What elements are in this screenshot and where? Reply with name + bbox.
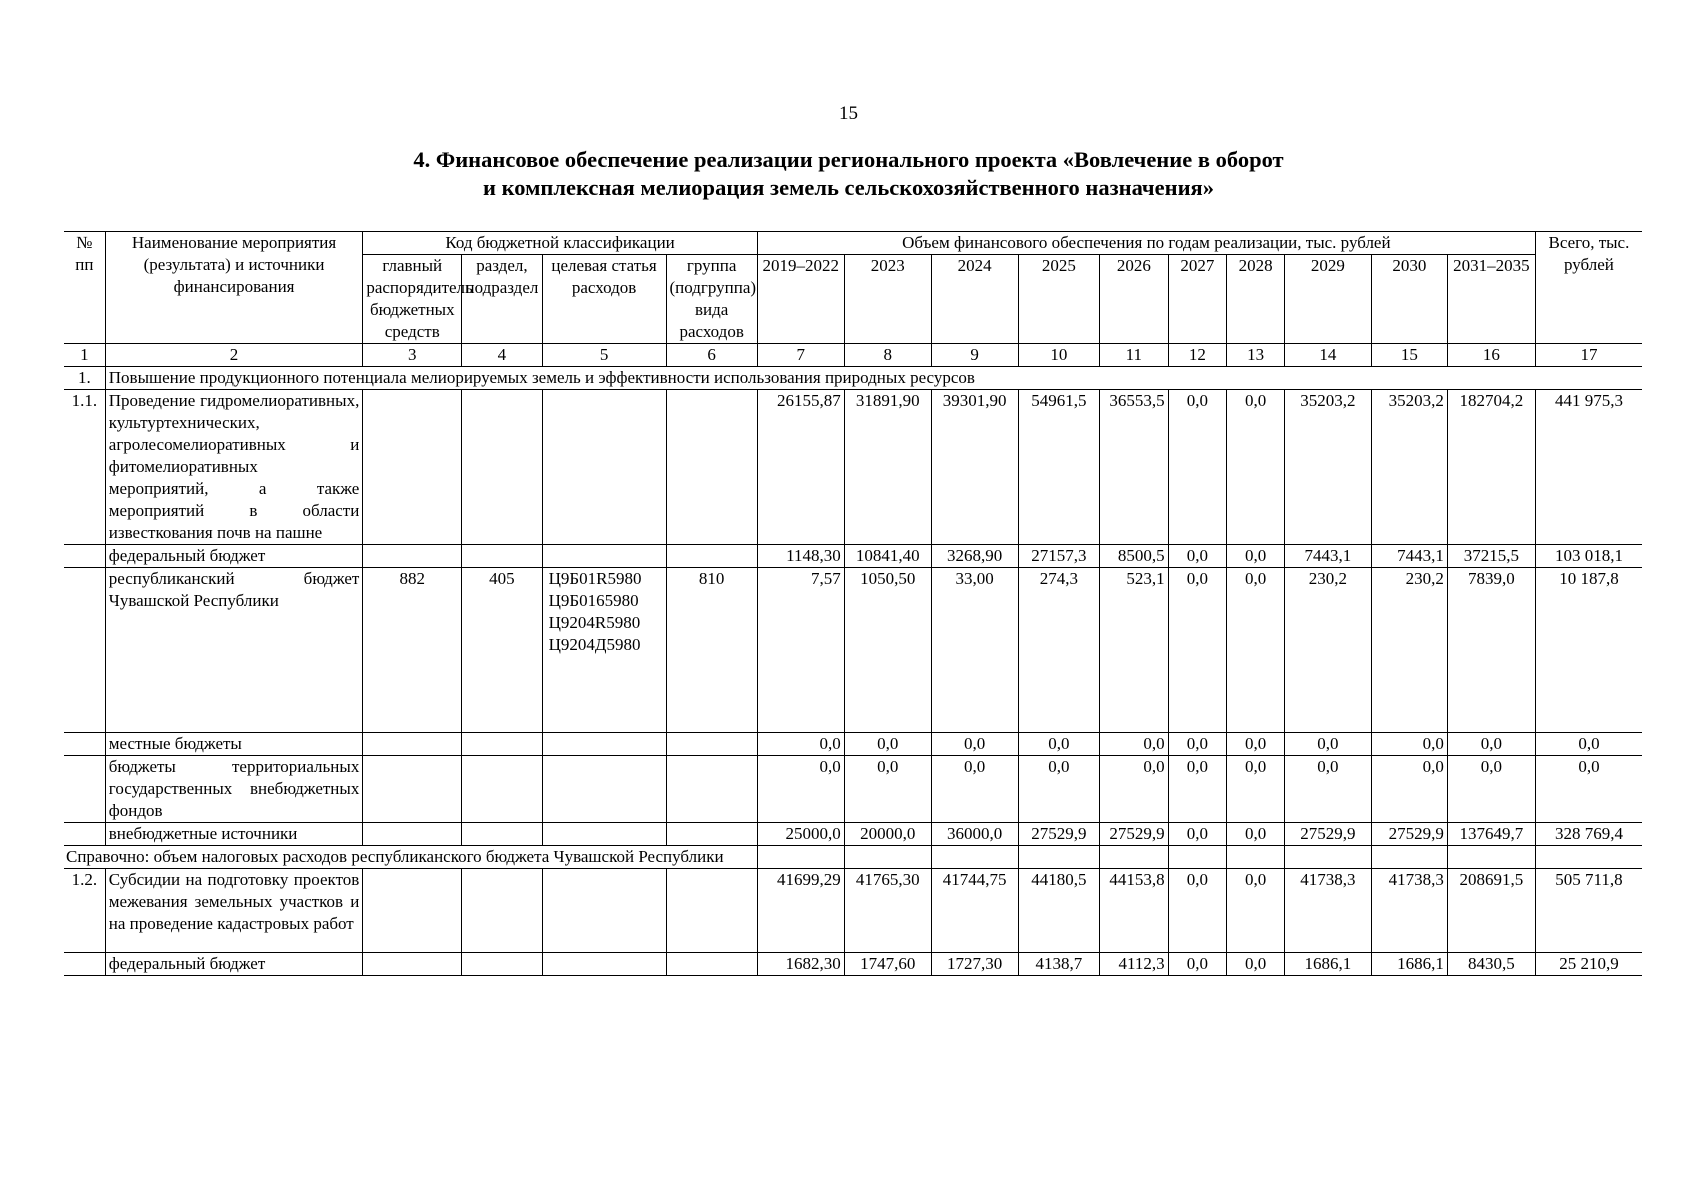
empty-cell	[1284, 846, 1371, 869]
row-number: 1.1.	[64, 390, 105, 545]
header-year: 2029	[1284, 255, 1371, 344]
value-cell: 0,0	[1168, 823, 1227, 846]
column-number: 7	[757, 344, 844, 367]
value-cell: 1682,30	[757, 953, 844, 976]
value-cell: 44180,5	[1018, 869, 1100, 953]
value-cell: 0,0	[1227, 545, 1285, 568]
empty-code-cell	[462, 953, 542, 976]
header-volume: Объем финансового обеспечения по годам реализации, тыс. рублей	[757, 232, 1535, 255]
column-numbers-row	[64, 344, 1642, 367]
value-cell: 35203,2	[1371, 390, 1447, 545]
value-cell: 3268,90	[931, 545, 1018, 568]
measure-1-2-rows	[64, 869, 1642, 976]
value-cell: 0,0	[1168, 568, 1227, 733]
value-cell: 441 975,3	[1535, 390, 1642, 545]
value-cell: 20000,0	[844, 823, 931, 846]
column-number: 2	[105, 344, 363, 367]
value-cell: 10 187,8	[1535, 568, 1642, 733]
value-cell: 41738,3	[1371, 869, 1447, 953]
group-code	[666, 390, 757, 545]
row-number	[64, 545, 105, 568]
column-number: 5	[542, 344, 666, 367]
value-cell: 4138,7	[1018, 953, 1100, 976]
header-year: 2031–2035	[1447, 255, 1535, 344]
table-row	[64, 545, 1642, 568]
value-cell: 1148,30	[757, 545, 844, 568]
value-cell: 505 711,8	[1535, 869, 1642, 953]
empty-cell	[1535, 846, 1642, 869]
column-number: 6	[666, 344, 757, 367]
column-number: 1	[64, 344, 105, 367]
reference-text: Справочно: объем налоговых расходов республиканского бюджета Чувашской Республики	[64, 846, 757, 869]
row-number	[64, 756, 105, 823]
value-cell: 328 769,4	[1535, 823, 1642, 846]
section-title: Повышение продукционного потенциала мелиорируемых земель и эффективности использования природных ресурсов	[105, 367, 1642, 390]
table-row	[64, 390, 1642, 545]
value-cell: 0,0	[1168, 390, 1227, 545]
value-cell: 27529,9	[1100, 823, 1168, 846]
table-row	[64, 953, 1642, 976]
column-number: 13	[1227, 344, 1285, 367]
header-year: 2030	[1371, 255, 1447, 344]
empty-cell	[1168, 846, 1227, 869]
value-cell: 54961,5	[1018, 390, 1100, 545]
value-cell: 0,0	[1227, 953, 1285, 976]
section-code	[462, 390, 542, 545]
value-cell: 0,0	[1371, 733, 1447, 756]
empty-code-cell	[462, 869, 542, 953]
value-cell: 0,0	[1227, 756, 1285, 823]
title-line-1: 4. Финансовое обеспечение реализации регионального проекта «Вовлечение в оборот	[413, 147, 1284, 172]
empty-cell	[844, 846, 931, 869]
empty-cell	[931, 846, 1018, 869]
empty-code-cell	[666, 869, 757, 953]
target-item-code	[542, 756, 666, 823]
header-year: 2026	[1100, 255, 1168, 344]
row-number	[64, 568, 105, 733]
column-number: 14	[1284, 344, 1371, 367]
row-name: местные бюджеты	[105, 733, 363, 756]
column-number: 8	[844, 344, 931, 367]
value-cell: 0,0	[1168, 733, 1227, 756]
value-cell: 0,0	[1535, 756, 1642, 823]
empty-cell	[1447, 846, 1535, 869]
reference-row	[64, 846, 1642, 869]
section-code	[462, 545, 542, 568]
group-code	[666, 756, 757, 823]
row-name: федеральный бюджет	[105, 953, 363, 976]
value-cell: 1686,1	[1284, 953, 1371, 976]
value-cell: 8500,5	[1100, 545, 1168, 568]
value-cell: 27529,9	[1284, 823, 1371, 846]
empty-code-cell	[363, 953, 462, 976]
value-cell: 0,0	[757, 733, 844, 756]
value-cell: 33,00	[931, 568, 1018, 733]
value-cell: 36000,0	[931, 823, 1018, 846]
value-cell: 230,2	[1284, 568, 1371, 733]
value-cell: 103 018,1	[1535, 545, 1642, 568]
row-name: бюджеты территориальных государственных внебюджетных фондов	[105, 756, 363, 823]
group-code: 810	[666, 568, 757, 733]
value-cell: 0,0	[931, 756, 1018, 823]
section-code	[462, 823, 542, 846]
section-code	[462, 733, 542, 756]
target-item-code: Ц9Б01R5980 Ц9Б0165980 Ц9204R5980 Ц9204Д5980	[542, 568, 666, 733]
header-target-item: целевая статья расходов	[542, 255, 666, 344]
target-item-code	[542, 545, 666, 568]
column-number: 15	[1371, 344, 1447, 367]
column-number: 3	[363, 344, 462, 367]
value-cell: 25 210,9	[1535, 953, 1642, 976]
group-code	[666, 823, 757, 846]
value-cell: 0,0	[1447, 733, 1535, 756]
value-cell: 37215,5	[1447, 545, 1535, 568]
value-cell: 8430,5	[1447, 953, 1535, 976]
value-cell: 39301,90	[931, 390, 1018, 545]
value-cell: 41744,75	[931, 869, 1018, 953]
value-cell: 7443,1	[1284, 545, 1371, 568]
value-cell: 0,0	[1100, 733, 1168, 756]
value-cell: 0,0	[1371, 756, 1447, 823]
value-cell: 41738,3	[1284, 869, 1371, 953]
value-cell: 7443,1	[1371, 545, 1447, 568]
row-name: Проведение гидромелиоративных, культуртехнических, агролесомелиоративных и фитомелиоративных мероприятий, а также мероприятий в области известкования почв на пашне	[105, 390, 363, 545]
row-number: 1.2.	[64, 869, 105, 953]
title-line-2: и комплексная мелиорация земель сельскохозяйственного назначения»	[483, 175, 1214, 200]
value-cell: 0,0	[1284, 733, 1371, 756]
value-cell: 10841,40	[844, 545, 931, 568]
empty-cell	[1371, 846, 1447, 869]
value-cell: 36553,5	[1100, 390, 1168, 545]
empty-cell	[1018, 846, 1100, 869]
empty-code-cell	[542, 953, 666, 976]
value-cell: 0,0	[1227, 869, 1285, 953]
section-code: 405	[462, 568, 542, 733]
value-cell: 31891,90	[844, 390, 931, 545]
target-item-code	[542, 390, 666, 545]
column-number: 16	[1447, 344, 1535, 367]
value-cell: 7,57	[757, 568, 844, 733]
column-number: 4	[462, 344, 542, 367]
header-row-1	[64, 232, 1642, 255]
value-cell: 523,1	[1100, 568, 1168, 733]
table-row	[64, 733, 1642, 756]
header-year: 2023	[844, 255, 931, 344]
value-cell: 0,0	[1100, 756, 1168, 823]
value-cell: 1727,30	[931, 953, 1018, 976]
main-manager-code	[363, 545, 462, 568]
header-year: 2025	[1018, 255, 1100, 344]
column-number: 12	[1168, 344, 1227, 367]
header-name: Наименование мероприятия (результата) и источники финансирования	[105, 232, 363, 344]
value-cell: 137649,7	[1447, 823, 1535, 846]
header-year: 2019–2022	[757, 255, 844, 344]
value-cell: 1686,1	[1371, 953, 1447, 976]
value-cell: 41699,29	[757, 869, 844, 953]
target-item-code	[542, 823, 666, 846]
header-budget-code: Код бюджетной классификации	[363, 232, 758, 255]
main-manager-code	[363, 733, 462, 756]
value-cell: 0,0	[1447, 756, 1535, 823]
row-name: республиканский бюджет Чувашской Республики	[105, 568, 363, 733]
main-manager-code	[363, 390, 462, 545]
document-title	[0, 146, 1697, 202]
section-code	[462, 756, 542, 823]
table-row	[64, 823, 1642, 846]
row-number	[64, 823, 105, 846]
value-cell: 0,0	[1168, 869, 1227, 953]
value-cell: 0,0	[1168, 953, 1227, 976]
value-cell: 0,0	[1227, 390, 1285, 545]
empty-code-cell	[363, 869, 462, 953]
value-cell: 27157,3	[1018, 545, 1100, 568]
value-cell: 27529,9	[1018, 823, 1100, 846]
value-cell: 35203,2	[1284, 390, 1371, 545]
header-section: раздел, подраздел	[462, 255, 542, 344]
value-cell: 182704,2	[1447, 390, 1535, 545]
row-name: Субсидии на подготовку проектов межевания земельных участков и на проведение кадастровых работ	[105, 869, 363, 953]
main-manager-code	[363, 756, 462, 823]
group-code	[666, 545, 757, 568]
value-cell: 274,3	[1018, 568, 1100, 733]
value-cell: 0,0	[1018, 733, 1100, 756]
empty-cell	[1100, 846, 1168, 869]
table-row	[64, 756, 1642, 823]
value-cell: 44153,8	[1100, 869, 1168, 953]
section-row	[64, 367, 1642, 390]
header-year: 2028	[1227, 255, 1285, 344]
group-code	[666, 733, 757, 756]
value-cell: 41765,30	[844, 869, 931, 953]
column-number: 9	[931, 344, 1018, 367]
value-cell: 0,0	[1227, 823, 1285, 846]
header-year: 2024	[931, 255, 1018, 344]
empty-code-cell	[666, 953, 757, 976]
value-cell: 0,0	[1227, 733, 1285, 756]
header-group: группа (подгруппа) вида расходов	[666, 255, 757, 344]
table-row	[64, 568, 1642, 733]
value-cell: 26155,87	[757, 390, 844, 545]
row-name: федеральный бюджет	[105, 545, 363, 568]
value-cell: 25000,0	[757, 823, 844, 846]
empty-code-cell	[542, 869, 666, 953]
value-cell: 0,0	[1284, 756, 1371, 823]
row-number	[64, 953, 105, 976]
empty-cell	[1227, 846, 1285, 869]
header-total: Всего, тыс. рублей	[1535, 232, 1642, 344]
value-cell: 0,0	[1168, 756, 1227, 823]
column-number: 17	[1535, 344, 1642, 367]
value-cell: 0,0	[1168, 545, 1227, 568]
empty-cell	[757, 846, 844, 869]
value-cell: 27529,9	[1371, 823, 1447, 846]
row-number	[64, 733, 105, 756]
target-item-code	[542, 733, 666, 756]
value-cell: 0,0	[1018, 756, 1100, 823]
value-cell: 230,2	[1371, 568, 1447, 733]
value-cell: 0,0	[931, 733, 1018, 756]
column-number: 10	[1018, 344, 1100, 367]
value-cell: 208691,5	[1447, 869, 1535, 953]
value-cell: 1050,50	[844, 568, 931, 733]
value-cell: 4112,3	[1100, 953, 1168, 976]
financing-table	[64, 231, 1642, 976]
header-year: 2027	[1168, 255, 1227, 344]
value-cell: 0,0	[844, 733, 931, 756]
table-row	[64, 869, 1642, 953]
value-cell: 0,0	[1227, 568, 1285, 733]
measure-1-1-rows	[64, 390, 1642, 846]
main-manager-code: 882	[363, 568, 462, 733]
value-cell: 7839,0	[1447, 568, 1535, 733]
column-number: 11	[1100, 344, 1168, 367]
value-cell: 0,0	[844, 756, 931, 823]
value-cell: 0,0	[757, 756, 844, 823]
section-no: 1.	[64, 367, 105, 390]
header-no: № пп	[64, 232, 105, 344]
row-name: внебюджетные источники	[105, 823, 363, 846]
value-cell: 1747,60	[844, 953, 931, 976]
value-cell: 0,0	[1535, 733, 1642, 756]
main-manager-code	[363, 823, 462, 846]
page-number: 15	[839, 103, 858, 124]
header-main-manager: главный распорядитель бюджетных средств	[363, 255, 462, 344]
